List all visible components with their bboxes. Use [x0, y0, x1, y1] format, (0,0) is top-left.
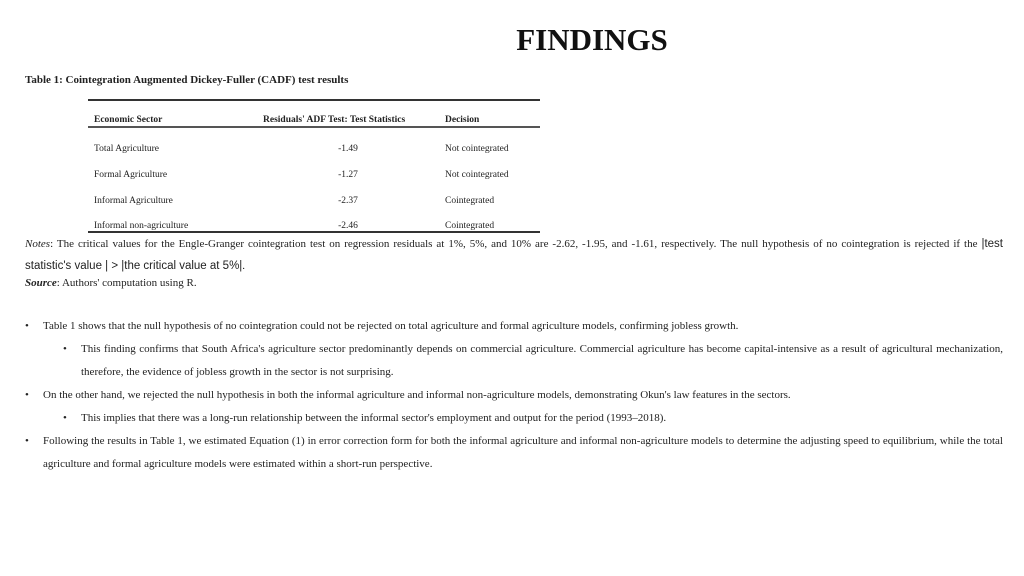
column-header: Economic Sector [88, 100, 257, 127]
bullet-item [25, 384, 1003, 407]
bullet-text: This finding confirms that South Africa's agriculture sector predominantly depends on commercial agriculture. Commercial agriculture has become capital-intensive as a result of agricultural mechanization, therefore, the evidence of jobless growth in the sector is not surprising. [81, 343, 1003, 378]
cadf-results-table [88, 99, 540, 233]
sector-cell: Informal non-agriculture [94, 221, 189, 231]
decision-cell: Not cointegrated [445, 170, 509, 180]
statistic-cell: -2.46 [338, 221, 358, 231]
decision-cell: Not cointegrated [445, 144, 509, 154]
notes-text: : The critical values for the Engle-Granger cointegration test on regression residuals at 1%, 5%, and 10% are -2.62, -1.95, and -1.61, respectively. The null hypothesis of no cointegration is rejected if the [50, 238, 982, 250]
bullet-item [25, 315, 1003, 338]
bullet-icon: • [63, 412, 67, 424]
table-notes [25, 233, 1003, 277]
table-row [88, 127, 540, 154]
bullet-icon: • [25, 435, 29, 447]
table-caption: Table 1: Cointegration Augmented Dickey-Fuller (CADF) test results [25, 74, 349, 86]
sector-cell: Total Agriculture [94, 144, 160, 154]
table-row [88, 180, 540, 206]
column-header: Residuals' ADF Test: Test Statistics [257, 100, 439, 127]
notes-label: Notes [25, 238, 51, 250]
table-row [88, 206, 540, 232]
table-row [88, 154, 540, 180]
decision-cell: Cointegrated [445, 196, 495, 206]
bullet-text: Table 1 shows that the null hypothesis of no cointegration could not be rejected on total agriculture and formal agriculture models, confirming jobless growth. [43, 320, 739, 332]
bullet-text: On the other hand, we rejected the null hypothesis in both the informal agriculture and informal non-agriculture models, demonstrating Okun's law features in the sectors. [43, 389, 791, 401]
decision-cell: Cointegrated [445, 221, 495, 231]
bullet-icon: • [25, 320, 29, 332]
bullet-icon: • [25, 389, 29, 401]
source-label: Source [25, 277, 57, 289]
table-source [25, 277, 197, 289]
table-header-row [88, 100, 540, 127]
sector-cell: Formal Agriculture [94, 170, 168, 180]
sub-bullet-item [63, 407, 1003, 430]
statistic-cell: -2.37 [338, 196, 358, 206]
bullet-icon: • [63, 343, 67, 355]
bullet-item [25, 430, 1003, 476]
bullet-text: This implies that there was a long-run relationship between the informal sector's employment and output for the period (1993–2018). [81, 412, 667, 424]
page-title: FINDINGS [516, 22, 668, 57]
notes-formula: |test statistic's value | > |the critical value at 5%| [25, 238, 1003, 272]
notes-end: . [242, 260, 246, 272]
bullet-text: Following the results in Table 1, we estimated Equation (1) in error correction form for both the informal agriculture and informal non-agriculture models to determine the adjusting speed to equilibrium, while the total agriculture and formal agriculture models were estimated within a short-run perspective. [43, 435, 1003, 470]
statistic-cell: -1.27 [338, 170, 358, 180]
column-header: Decision [439, 100, 540, 127]
source-text: : Authors' computation using R. [56, 277, 197, 289]
statistic-cell: -1.49 [338, 144, 358, 154]
sector-cell: Informal Agriculture [94, 196, 173, 206]
sub-bullet-item [63, 338, 1003, 384]
